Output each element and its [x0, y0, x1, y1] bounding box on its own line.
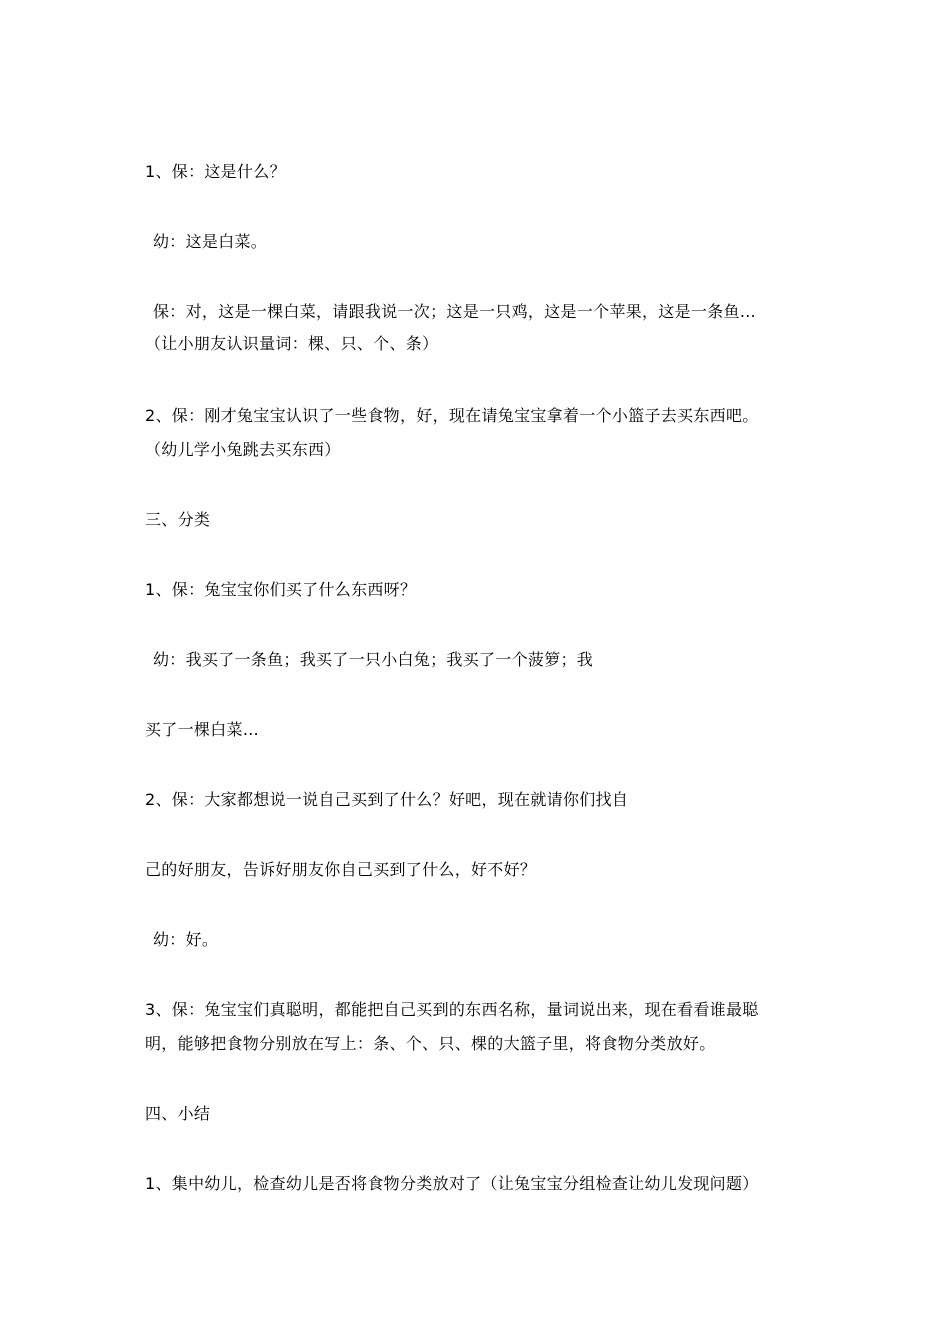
paragraph-4: 2、保：刚才兔宝宝认识了一些食物，好，现在请兔宝宝拿着一个小篮子去买东西吧。	[145, 406, 759, 425]
paragraph-5: 1、保：兔宝宝你们买了什么东西呀？	[145, 580, 417, 599]
paragraph-6-continued: 买了一棵白菜…	[145, 720, 260, 739]
paragraph-10: 1、集中幼儿，检查幼儿是否将食物分类放对了（让兔宝宝分组检查让幼儿发现问题）	[145, 1174, 759, 1193]
paragraph-3: 保：对，这是一棵白菜，请跟我说一次；这是一只鸡，这是一个苹果，这是一条鱼…	[153, 302, 757, 321]
paragraph-1: 1、保：这是什么？	[145, 162, 286, 181]
paragraph-9: 3、保：兔宝宝们真聪明，都能把自己买到的东西名称，量词说出来，现在看看谁最聪	[145, 1000, 759, 1019]
paragraph-7: 2、保：大家都想说一说自己买到了什么？好吧，现在就请你们找自	[145, 790, 629, 809]
paragraph-3-continued: （让小朋友认识量词：棵、只、个、条）	[145, 334, 439, 353]
section-heading-classify: 三、分类	[145, 510, 211, 529]
section-heading-summary: 四、小结	[145, 1104, 211, 1123]
paragraph-9-continued: 明，能够把食物分别放在写上：条、个、只、棵的大篮子里，将食物分类放好。	[145, 1034, 716, 1053]
paragraph-6: 幼：我买了一条鱼；我买了一只小白兔；我买了一个菠箩；我	[153, 650, 594, 669]
paragraph-4-continued: （幼儿学小兔跳去买东西）	[145, 440, 341, 459]
paragraph-7-continued: 己的好朋友，告诉好朋友你自己买到了什么，好不好？	[145, 860, 537, 879]
paragraph-2: 幼：这是白菜。	[153, 232, 268, 251]
paragraph-8: 幼：好。	[153, 930, 219, 949]
